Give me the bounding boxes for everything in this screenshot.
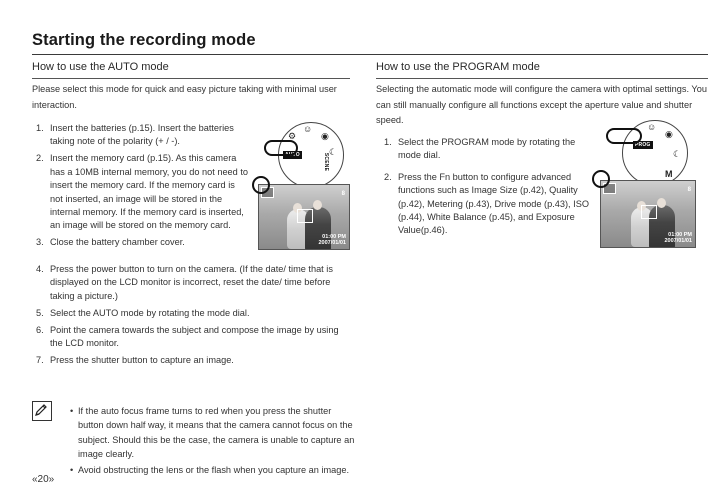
title-divider xyxy=(32,54,708,55)
program-mode-heading: How to use the PROGRAM mode xyxy=(376,61,540,73)
auto-intro-text: Please select this mode for quick and easy picture taking with minimal user interaction. xyxy=(32,84,337,110)
mode-dial-icon: ☺ ◉ ☾ M PROG xyxy=(622,120,688,186)
lcd-preview-image xyxy=(258,184,350,250)
program-heading-divider xyxy=(376,78,708,79)
list-item: 2. Insert the memory card (p.15). As this camera has a 10MB internal memory, you do not need to insert the memory card. If the memory card is not inserted, an image will be stored in the internal memory. If the memory card is inserted, an image will be stored on the memory card. xyxy=(36,153,248,231)
pencil-note-icon xyxy=(32,401,52,421)
list-item: 5. Select the AUTO mode by rotating the mode dial. xyxy=(36,307,250,318)
auto-heading-divider xyxy=(32,78,350,79)
list-item: 1. Insert the batteries (p.15). Insert the batteries taking note of the polarity (+ / -). xyxy=(36,123,234,147)
mode-dial-icon: ☺ ◉ ☾ ⚙ AUTO SCENE xyxy=(278,122,344,188)
page-title: Starting the recording mode xyxy=(32,31,256,49)
program-steps-list xyxy=(384,136,590,241)
lcd-mode-highlight-ring xyxy=(252,176,270,194)
lcd-osd-count: 8 xyxy=(687,187,691,193)
lcd-osd-count: 8 xyxy=(341,191,345,197)
focus-frame xyxy=(297,209,313,223)
dial-auto-label: AUTO xyxy=(285,152,300,158)
list-item: 6. Point the camera towards the subject and compose the image by using the LCD monitor. xyxy=(36,324,339,349)
program-intro-text: Selecting the automatic mode will configure the camera with optimal settings. You can still manually configure all functions except the aperture value and shutter speed. xyxy=(376,84,707,125)
auto-steps-list-wide xyxy=(36,263,352,371)
dial-highlight-ring xyxy=(264,140,298,156)
list-item: • If the auto focus frame turns to red when you press the shutter button down half way, it means that the camera cannot focus on the subject. Should this be the case, the camera is unable to capture an image clearly. xyxy=(70,406,355,459)
dial-prog-label: PROG xyxy=(635,142,651,148)
auto-mode-heading: How to use the AUTO mode xyxy=(32,61,169,73)
auto-camera-illustration xyxy=(254,120,354,260)
program-camera-illustration xyxy=(592,114,702,258)
list-item: 3. Close the battery chamber cover. xyxy=(36,237,185,248)
lcd-preview-image xyxy=(600,180,696,248)
lcd-mode-highlight-ring xyxy=(592,170,610,188)
auto-steps-list-narrow xyxy=(36,122,248,253)
lcd-timestamp: 01:00 PM 2007/01/01 xyxy=(664,232,692,244)
focus-frame xyxy=(641,205,657,219)
dial-highlight-ring xyxy=(606,128,642,144)
list-item: 1. Select the PROGRAM mode by rotating the mode dial. xyxy=(384,137,576,161)
list-item: 4. Press the power button to turn on the camera. (If the date/ time that is displayed on the LCD monitor is incorrect, reset the date/ time before taking a picture.) xyxy=(36,264,333,301)
lcd-timestamp: 01:00 PM 2007/01/01 xyxy=(318,234,346,246)
list-item: 7. Press the shutter button to capture an image. xyxy=(36,355,234,366)
list-item: 2. Press the Fn button to configure advanced functions such as Image Size (p.42), Quality (p.42), Metering (p.43), Drive mode (p.43), ISO (p.44), White Balance (p.45), and Exposure Value(p.46). xyxy=(384,171,589,236)
notes-list xyxy=(68,404,358,479)
list-item: • Avoid obstructing the lens or the flash when you capture an image. xyxy=(70,465,350,476)
page-number: «20» xyxy=(32,474,55,485)
dial-scene-label: SCENE xyxy=(323,152,330,172)
